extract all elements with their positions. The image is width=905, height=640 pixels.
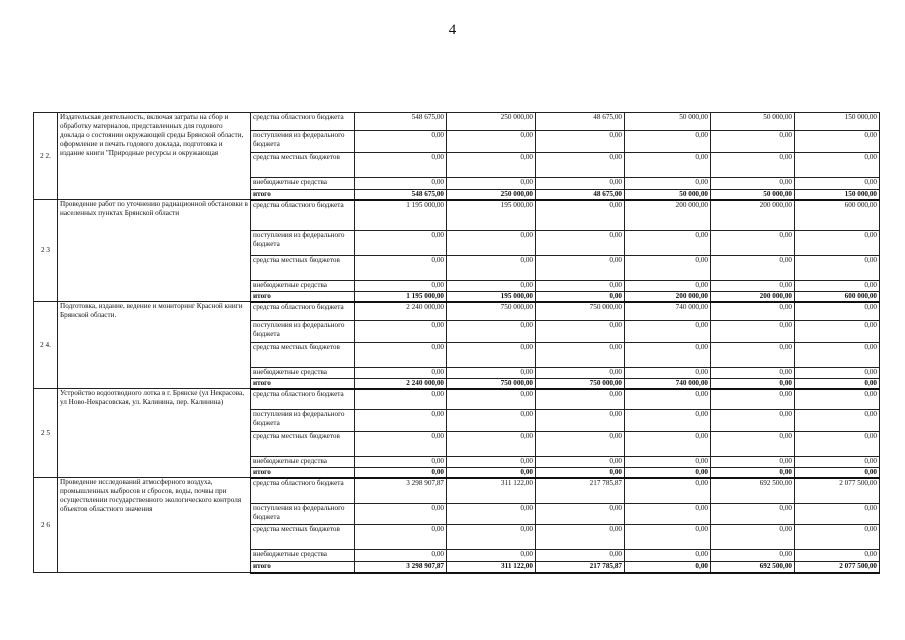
amount-cell: 0,00	[795, 410, 880, 432]
amount-cell: 0,00	[795, 281, 880, 292]
funding-source: поступления из федерального бюджета	[251, 410, 355, 432]
amount-cell: 3 298 907,87	[355, 478, 447, 504]
amount-cell: 0,00	[536, 368, 625, 379]
amount-cell: 0,00	[536, 200, 625, 231]
funding-source: средства областного бюджета	[251, 200, 355, 231]
amount-cell: 0,00	[625, 550, 711, 562]
amount-cell: 0,00	[447, 550, 536, 562]
amount-cell: 0,00	[711, 302, 795, 321]
amount-cell: 0,00	[536, 153, 625, 178]
amount-cell: 0,00	[447, 256, 536, 281]
amount-cell: 0,00	[795, 153, 880, 178]
amount-cell: 0,00	[795, 504, 880, 525]
item-title: Подготовка, издание, ведение и мониторинг Красной книги Брянской области.	[58, 302, 251, 389]
funding-source: средства областного бюджета	[251, 302, 355, 321]
funding-source: внебюджетные средства	[251, 457, 355, 468]
funding-source: итого	[251, 562, 355, 573]
amount-cell: 217 785,87	[536, 478, 625, 504]
amount-cell: 0,00	[355, 321, 447, 343]
amount-cell: 0,00	[447, 131, 536, 153]
amount-cell: 0,00	[795, 302, 880, 321]
item-number: 2 3	[34, 200, 58, 302]
amount-cell: 50 000,00	[711, 113, 795, 131]
amount-cell: 0,00	[447, 525, 536, 550]
amount-cell: 0,00	[625, 525, 711, 550]
amount-cell: 0,00	[625, 468, 711, 478]
amount-cell: 0,00	[536, 550, 625, 562]
amount-cell: 0,00	[355, 525, 447, 550]
amount-cell: 0,00	[711, 504, 795, 525]
table-row	[34, 389, 880, 410]
amount-cell: 0,00	[355, 153, 447, 178]
amount-cell: 0,00	[711, 178, 795, 190]
table-row	[34, 200, 880, 231]
amount-cell: 0,00	[536, 292, 625, 302]
amount-cell: 0,00	[625, 432, 711, 457]
amount-cell: 0,00	[795, 550, 880, 562]
amount-cell: 0,00	[625, 281, 711, 292]
amount-cell: 1 195 000,00	[355, 292, 447, 302]
table-row	[34, 113, 880, 131]
funding-source: поступления из федерального бюджета	[251, 321, 355, 343]
budget-table	[33, 112, 880, 574]
table-row	[34, 478, 880, 504]
funding-source: внебюджетные средства	[251, 281, 355, 292]
amount-cell: 740 000,00	[625, 302, 711, 321]
amount-cell: 0,00	[355, 457, 447, 468]
amount-cell: 200 000,00	[711, 200, 795, 231]
amount-cell: 692 500,00	[711, 478, 795, 504]
amount-cell: 750 000,00	[447, 302, 536, 321]
amount-cell: 0,00	[795, 525, 880, 550]
funding-source: итого	[251, 292, 355, 302]
amount-cell: 0,00	[795, 131, 880, 153]
amount-cell: 0,00	[711, 343, 795, 368]
amount-cell: 0,00	[711, 281, 795, 292]
amount-cell: 0,00	[536, 389, 625, 410]
amount-cell: 0,00	[355, 231, 447, 256]
funding-source: средства областного бюджета	[251, 389, 355, 410]
funding-source: средства областного бюджета	[251, 113, 355, 131]
funding-source: итого	[251, 379, 355, 389]
amount-cell: 0,00	[795, 468, 880, 478]
amount-cell: 0,00	[447, 389, 536, 410]
amount-cell: 0,00	[536, 256, 625, 281]
amount-cell: 0,00	[625, 153, 711, 178]
amount-cell: 0,00	[447, 468, 536, 478]
amount-cell: 0,00	[795, 389, 880, 410]
amount-cell: 0,00	[536, 504, 625, 525]
amount-cell: 200 000,00	[625, 200, 711, 231]
amount-cell: 2 240 000,00	[355, 379, 447, 389]
item-title: Издательская деятельность, включая затраты на сбор и обработку материалов, представленных для годового доклада о состоянии окружающей среды Брянской области, оформление и печать годового доклада, подготовка и издание книги "Природные ресурсы и окружающая	[58, 113, 251, 200]
amount-cell: 0,00	[711, 410, 795, 432]
funding-source: внебюджетные средства	[251, 178, 355, 190]
funding-source: средства местных бюджетов	[251, 256, 355, 281]
amount-cell: 600 000,00	[795, 200, 880, 231]
amount-cell: 0,00	[625, 504, 711, 525]
funding-source: итого	[251, 468, 355, 478]
amount-cell: 0,00	[795, 256, 880, 281]
amount-cell: 0,00	[625, 131, 711, 153]
amount-cell: 0,00	[355, 468, 447, 478]
amount-cell: 0,00	[625, 410, 711, 432]
amount-cell: 2 077 500,00	[795, 562, 880, 573]
amount-cell: 0,00	[355, 410, 447, 432]
amount-cell: 0,00	[355, 550, 447, 562]
funding-source: поступления из федерального бюджета	[251, 504, 355, 525]
amount-cell: 0,00	[355, 389, 447, 410]
amount-cell: 0,00	[711, 457, 795, 468]
amount-cell: 0,00	[711, 389, 795, 410]
amount-cell: 250 000,00	[447, 190, 536, 200]
amount-cell: 48 675,00	[536, 190, 625, 200]
amount-cell: 0,00	[711, 432, 795, 457]
amount-cell: 0,00	[536, 457, 625, 468]
item-number: 2 5	[34, 389, 58, 478]
amount-cell: 0,00	[536, 131, 625, 153]
amount-cell: 0,00	[355, 504, 447, 525]
amount-cell: 0,00	[447, 281, 536, 292]
amount-cell: 200 000,00	[711, 292, 795, 302]
funding-source: средства местных бюджетов	[251, 525, 355, 550]
amount-cell: 0,00	[711, 153, 795, 178]
amount-cell: 0,00	[447, 343, 536, 368]
amount-cell: 0,00	[625, 321, 711, 343]
amount-cell: 195 000,00	[447, 292, 536, 302]
budget-table-body	[34, 113, 880, 573]
amount-cell: 0,00	[447, 457, 536, 468]
amount-cell: 548 675,00	[355, 113, 447, 131]
item-number: 2 6	[34, 478, 58, 573]
amount-cell: 0,00	[711, 368, 795, 379]
amount-cell: 50 000,00	[711, 190, 795, 200]
amount-cell: 0,00	[447, 368, 536, 379]
funding-source: средства местных бюджетов	[251, 153, 355, 178]
amount-cell: 0,00	[625, 478, 711, 504]
amount-cell: 0,00	[355, 281, 447, 292]
amount-cell: 0,00	[711, 525, 795, 550]
item-number: 2 2.	[34, 113, 58, 200]
funding-source: внебюджетные средства	[251, 550, 355, 562]
amount-cell: 548 675,00	[355, 190, 447, 200]
amount-cell: 0,00	[795, 432, 880, 457]
amount-cell: 0,00	[536, 343, 625, 368]
amount-cell: 750 000,00	[447, 379, 536, 389]
amount-cell: 250 000,00	[447, 113, 536, 131]
amount-cell: 0,00	[447, 410, 536, 432]
amount-cell: 692 500,00	[711, 562, 795, 573]
amount-cell: 0,00	[447, 321, 536, 343]
amount-cell: 0,00	[447, 432, 536, 457]
amount-cell: 0,00	[711, 321, 795, 343]
funding-source: поступления из федерального бюджета	[251, 231, 355, 256]
amount-cell: 0,00	[447, 504, 536, 525]
amount-cell: 0,00	[355, 432, 447, 457]
amount-cell: 0,00	[536, 432, 625, 457]
amount-cell: 0,00	[355, 256, 447, 281]
amount-cell: 0,00	[536, 468, 625, 478]
item-number: 2 4.	[34, 302, 58, 389]
amount-cell: 0,00	[625, 343, 711, 368]
amount-cell: 150 000,00	[795, 190, 880, 200]
amount-cell: 311 122,00	[447, 478, 536, 504]
amount-cell: 50 000,00	[625, 190, 711, 200]
amount-cell: 0,00	[536, 231, 625, 256]
amount-cell: 0,00	[625, 178, 711, 190]
amount-cell: 0,00	[711, 256, 795, 281]
amount-cell: 0,00	[355, 343, 447, 368]
amount-cell: 0,00	[625, 389, 711, 410]
amount-cell: 0,00	[625, 562, 711, 573]
amount-cell: 0,00	[711, 131, 795, 153]
funding-source: средства местных бюджетов	[251, 343, 355, 368]
item-title: Проведение исследований атмосферного воздуха, промышленных выбросов и сбросов, воды, почвы при осуществлении государственного экологического контроля объектов областного значения	[58, 478, 251, 573]
amount-cell: 0,00	[625, 231, 711, 256]
funding-source: поступления из федерального бюджета	[251, 131, 355, 153]
amount-cell: 0,00	[795, 321, 880, 343]
amount-cell: 0,00	[536, 178, 625, 190]
amount-cell: 311 122,00	[447, 562, 536, 573]
amount-cell: 0,00	[536, 281, 625, 292]
amount-cell: 740 000,00	[625, 379, 711, 389]
amount-cell: 0,00	[536, 525, 625, 550]
table-row	[34, 302, 880, 321]
amount-cell: 0,00	[795, 178, 880, 190]
item-title: Устройство водоотводного лотка в г. Брянске (ул Некрасова, ул Ново-Некрасовская, ул. Калинина, пер. Калинина)	[58, 389, 251, 478]
amount-cell: 750 000,00	[536, 302, 625, 321]
amount-cell: 750 000,00	[536, 379, 625, 389]
funding-source: средства областного бюджета	[251, 478, 355, 504]
amount-cell: 200 000,00	[625, 292, 711, 302]
amount-cell: 1 195 000,00	[355, 200, 447, 231]
amount-cell: 0,00	[355, 131, 447, 153]
amount-cell: 0,00	[625, 457, 711, 468]
funding-source: внебюджетные средства	[251, 368, 355, 379]
amount-cell: 0,00	[795, 343, 880, 368]
funding-source: итого	[251, 190, 355, 200]
amount-cell: 0,00	[536, 321, 625, 343]
page-number: 4	[448, 22, 457, 38]
amount-cell: 3 298 907,87	[355, 562, 447, 573]
amount-cell: 150 000,00	[795, 113, 880, 131]
amount-cell: 0,00	[795, 457, 880, 468]
amount-cell: 0,00	[447, 153, 536, 178]
amount-cell: 0,00	[795, 368, 880, 379]
amount-cell: 0,00	[355, 368, 447, 379]
funding-source: средства местных бюджетов	[251, 432, 355, 457]
amount-cell: 0,00	[625, 256, 711, 281]
amount-cell: 0,00	[711, 468, 795, 478]
amount-cell: 2 077 500,00	[795, 478, 880, 504]
amount-cell: 0,00	[447, 178, 536, 190]
item-title: Проведение работ по уточнению радиационной обстановки в населенных пунктах Брянской области	[58, 200, 251, 302]
amount-cell: 217 785,87	[536, 562, 625, 573]
amount-cell: 600 000,00	[795, 292, 880, 302]
amount-cell: 0,00	[711, 550, 795, 562]
amount-cell: 2 240 000,00	[355, 302, 447, 321]
amount-cell: 0,00	[711, 379, 795, 389]
amount-cell: 0,00	[625, 368, 711, 379]
amount-cell: 0,00	[711, 231, 795, 256]
amount-cell: 0,00	[795, 231, 880, 256]
amount-cell: 0,00	[447, 231, 536, 256]
amount-cell: 0,00	[795, 379, 880, 389]
amount-cell: 195 000,00	[447, 200, 536, 231]
amount-cell: 48 675,00	[536, 113, 625, 131]
amount-cell: 50 000,00	[625, 113, 711, 131]
amount-cell: 0,00	[536, 410, 625, 432]
amount-cell: 0,00	[355, 178, 447, 190]
